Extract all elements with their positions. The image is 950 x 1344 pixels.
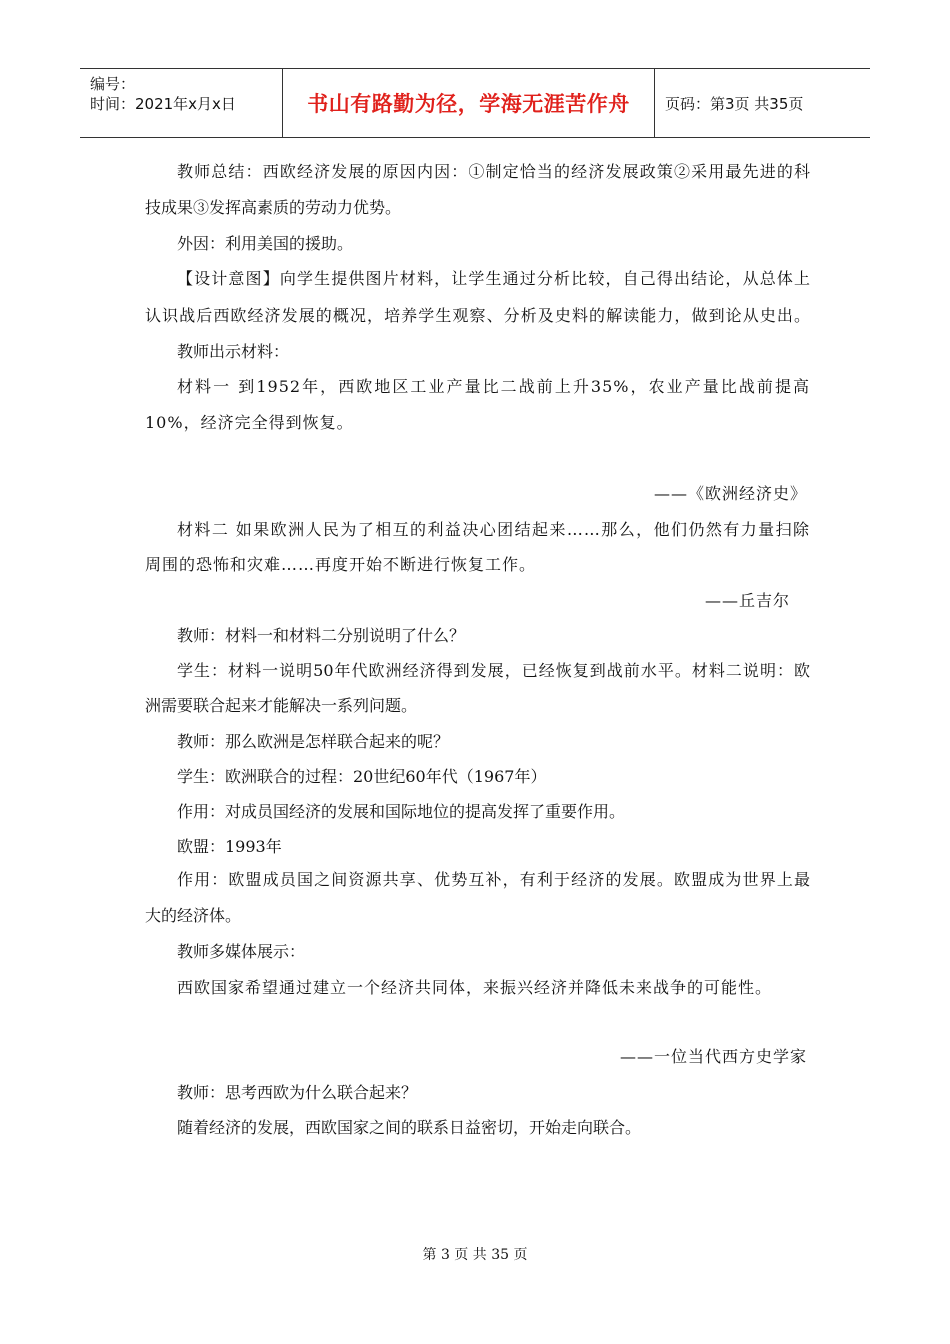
citation: ——一位当代西方史学家 [619, 1047, 807, 1066]
paragraph-line: 洲需要联合起来才能解决一系列问题。 [145, 696, 418, 715]
header-page-info: 页码：第3页 共35页 [665, 94, 804, 113]
header-motto: 书山有路勤为径，学海无涯苦作舟 [307, 92, 630, 116]
doc-number-label: 编号： [90, 75, 136, 93]
paragraph-line: 学生：欧洲联合的过程：20世纪60年代（1967年） [177, 767, 547, 786]
paragraph-line: 欧盟：1993年 [177, 837, 282, 856]
paragraph-line: 【设计意图】向学生提供图片材料，让学生通过分析比较，自己得出结论，从总体上 [177, 269, 810, 288]
paragraph-line: 作用：欧盟成员国之间资源共享、优势互补，有利于经济的发展。欧盟成为世界上最 [177, 870, 810, 889]
paragraph-line: 西欧国家希望通过建立一个经济共同体，来振兴经济并降低未来战争的可能性。 [177, 978, 773, 997]
header-table [80, 68, 870, 138]
paragraph-line: 教师出示材料： [177, 342, 290, 361]
paragraph-line: 材料二 如果欧洲人民为了相互的利益决心团结起来……那么，他们仍然有力量扫除 [177, 520, 810, 539]
header-meta-cell [80, 69, 283, 137]
citation: ——丘吉尔 [704, 591, 790, 610]
paragraph-line: 外因：利用美国的援助。 [177, 234, 354, 253]
paragraph-line: 教师总结：西欧经济发展的原因内因：①制定恰当的经济发展政策②采用最先进的科 [177, 162, 810, 181]
paragraph-line: 作用：对成员国经济的发展和国际地位的提高发挥了重要作用。 [177, 802, 626, 821]
paragraph-line: 教师：思考西欧为什么联合起来？ [177, 1083, 418, 1102]
header-page-cell [655, 69, 870, 137]
paragraph-line: 技成果③发挥高素质的劳动力优势。 [145, 198, 402, 217]
paragraph-line: 教师：那么欧洲是怎样联合起来的呢？ [177, 732, 450, 751]
header-motto-cell [283, 69, 655, 137]
paragraph-line: 认识战后西欧经济发展的概况，培养学生观察、分析及史料的解读能力，做到论从史出。 [145, 306, 810, 325]
paragraph-line: 随着经济的发展，西欧国家之间的联系日益密切，开始走向联合。 [177, 1118, 642, 1137]
paragraph-line: 周围的恐怖和灾难……再度开始不断进行恢复工作。 [145, 555, 537, 574]
paragraph-line: 大的经济体。 [145, 906, 242, 925]
paragraph-line: 10%，经济完全得到恢复。 [145, 413, 354, 432]
citation: ——《欧洲经济史》 [653, 484, 807, 503]
paragraph-line: 教师：材料一和材料二分别说明了什么？ [177, 626, 466, 645]
page-footer: 第 3 页 共 35 页 [422, 1247, 528, 1263]
paragraph-line: 材料一 到1952年，西欧地区工业产量比二战前上升35%，农业产量比战前提高 [177, 377, 810, 396]
doc-time-label: 时间：2021年x月x日 [90, 95, 236, 113]
paragraph-line: 学生：材料一说明50年代欧洲经济得到发展，已经恢复到战前水平。材料二说明：欧 [177, 661, 810, 680]
paragraph-line: 教师多媒体展示： [177, 942, 306, 961]
